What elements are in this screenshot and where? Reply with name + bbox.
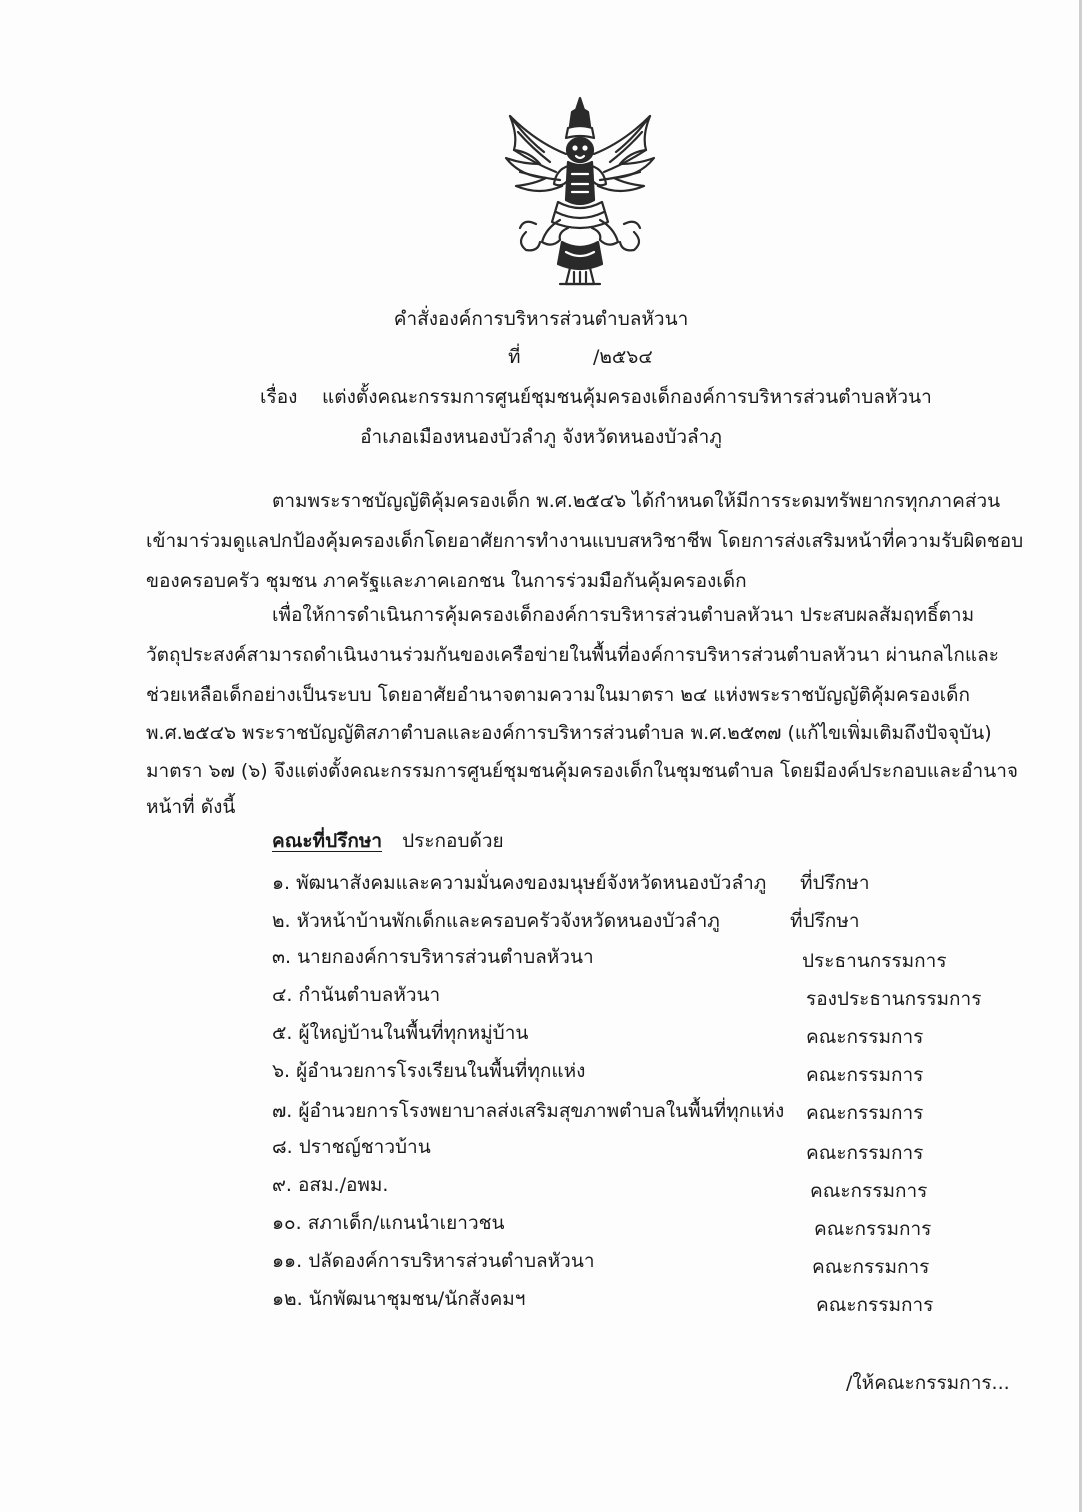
member-name: ๖. ผู้อำนวยการโรงเรียนในพื้นที่ทุกแห่ง: [272, 1060, 586, 1082]
member-name: ๑๐. สภาเด็ก/แกนนำเยาวชน: [272, 1212, 505, 1234]
member-name: ๗. ผู้อำนวยการโรงพยาบาลส่งเสริมสุขภาพตำบลในพื้นที่ทุกแห่ง: [272, 1100, 785, 1122]
subject-line-1: แต่งตั้งคณะกรรมการศูนย์ชุมชนคุ้มครองเด็กองค์การบริหารส่วนตำบลหัวนา: [322, 386, 932, 408]
member-role: รองประธานกรรมการ: [806, 988, 982, 1010]
member-role: ที่ปรึกษา: [790, 910, 860, 932]
member-role: คณะกรรมการ: [814, 1218, 932, 1240]
committee-heading-title: คณะที่ปรึกษา: [272, 830, 383, 852]
member-role: ที่ปรึกษา: [800, 872, 870, 894]
committee-heading-suffix: ประกอบด้วย: [402, 830, 504, 852]
member-name: ๑. พัฒนาสังคมและความมั่นคงของมนุษย์จังหวัดหนองบัวลำภู: [272, 872, 767, 894]
garuda-emblem-icon: [496, 92, 664, 288]
member-role: คณะกรรมการ: [806, 1026, 924, 1048]
member-role: ประธานกรรมการ: [802, 950, 947, 972]
member-role: คณะกรรมการ: [812, 1256, 930, 1278]
subject-label: เรื่อง: [260, 386, 298, 408]
order-title: คำสั่งองค์การบริหารส่วนตำบลหัวนา: [393, 308, 689, 330]
member-role: คณะกรรมการ: [806, 1102, 924, 1124]
para2-line-1: เพื่อให้การดำเนินการคุ้มครองเด็กองค์การบริหารส่วนตำบลหัวนา ประสบผลสัมฤทธิ์ตาม: [272, 604, 975, 626]
para2-line-4: พ.ศ.๒๕๔๖ พระราชบัญญัติสภาตำบลและองค์การบริหารส่วนตำบล พ.ศ.๒๕๓๗ (แก้ไขเพิ่มเติมถึงปัจจุบัน): [146, 722, 992, 744]
member-name: ๙. อสม./อพม.: [272, 1174, 389, 1196]
member-name: ๒. หัวหน้าบ้านพักเด็กและครอบครัวจังหวัดหนองบัวลำภู: [272, 910, 720, 932]
para1-line-2: เข้ามาร่วมดูแลปกป้องคุ้มครองเด็กโดยอาศัยการทำงานแบบสหวิชาชีพ โดยการส่งเสริมหน้าที่ความรับผิดชอบ: [146, 530, 1024, 552]
para2-line-5: มาตรา ๖๗ (๖) จึงแต่งตั้งคณะกรรมการศูนย์ชุมชนคุ้มครองเด็กในชุมชนตำบล โดยมีองค์ประกอบและอำนาจ: [146, 760, 1018, 782]
member-role: คณะกรรมการ: [806, 1142, 924, 1164]
member-name: ๘. ปราชญ์ชาวบ้าน: [272, 1136, 431, 1158]
member-name: ๓. นายกองค์การบริหารส่วนตำบลหัวนา: [272, 946, 594, 968]
member-role: คณะกรรมการ: [806, 1064, 924, 1086]
member-role: คณะกรรมการ: [810, 1180, 928, 1202]
member-role: คณะกรรมการ: [816, 1294, 934, 1316]
order-number: ที่ /๒๕๖๔: [508, 346, 653, 368]
para1-line-1: ตามพระราชบัญญัติคุ้มครองเด็ก พ.ศ.๒๕๔๖ ได้กำหนดให้มีการระดมทรัพยากรทุกภาคส่วน: [272, 490, 1001, 512]
member-name: ๔. กำนันตำบลหัวนา: [272, 984, 441, 1006]
committee-heading: [272, 828, 504, 854]
para2-line-2: วัตถุประสงค์สามารถดำเนินงานร่วมกันของเครือข่ายในพื้นที่องค์การบริหารส่วนตำบลหัวนา ผ่านกลไกและ: [146, 644, 1000, 666]
subject-line-2: อำเภอเมืองหนองบัวลำภู จังหวัดหนองบัวลำภู: [360, 426, 722, 448]
para2-line-6: หน้าที่ ดังนี้: [146, 796, 236, 818]
member-name: ๑๒. นักพัฒนาชุมชน/นักสังคมฯ: [272, 1288, 526, 1310]
para1-line-3: ของครอบครัว ชุมชน ภาครัฐและภาคเอกชน ในการร่วมมือกันคุ้มครองเด็ก: [146, 570, 747, 592]
para2-line-3: ช่วยเหลือเด็กอย่างเป็นระบบ โดยอาศัยอำนาจตามความในมาตรา ๒๔ แห่งพระราชบัญญัติคุ้มครองเด็ก: [146, 684, 970, 706]
member-name: ๕. ผู้ใหญ่บ้านในพื้นที่ทุกหมู่บ้าน: [272, 1022, 529, 1044]
member-name: ๑๑. ปลัดองค์การบริหารส่วนตำบลหัวนา: [272, 1250, 595, 1272]
continuation-text: /ให้คณะกรรมการ...: [846, 1372, 1010, 1394]
